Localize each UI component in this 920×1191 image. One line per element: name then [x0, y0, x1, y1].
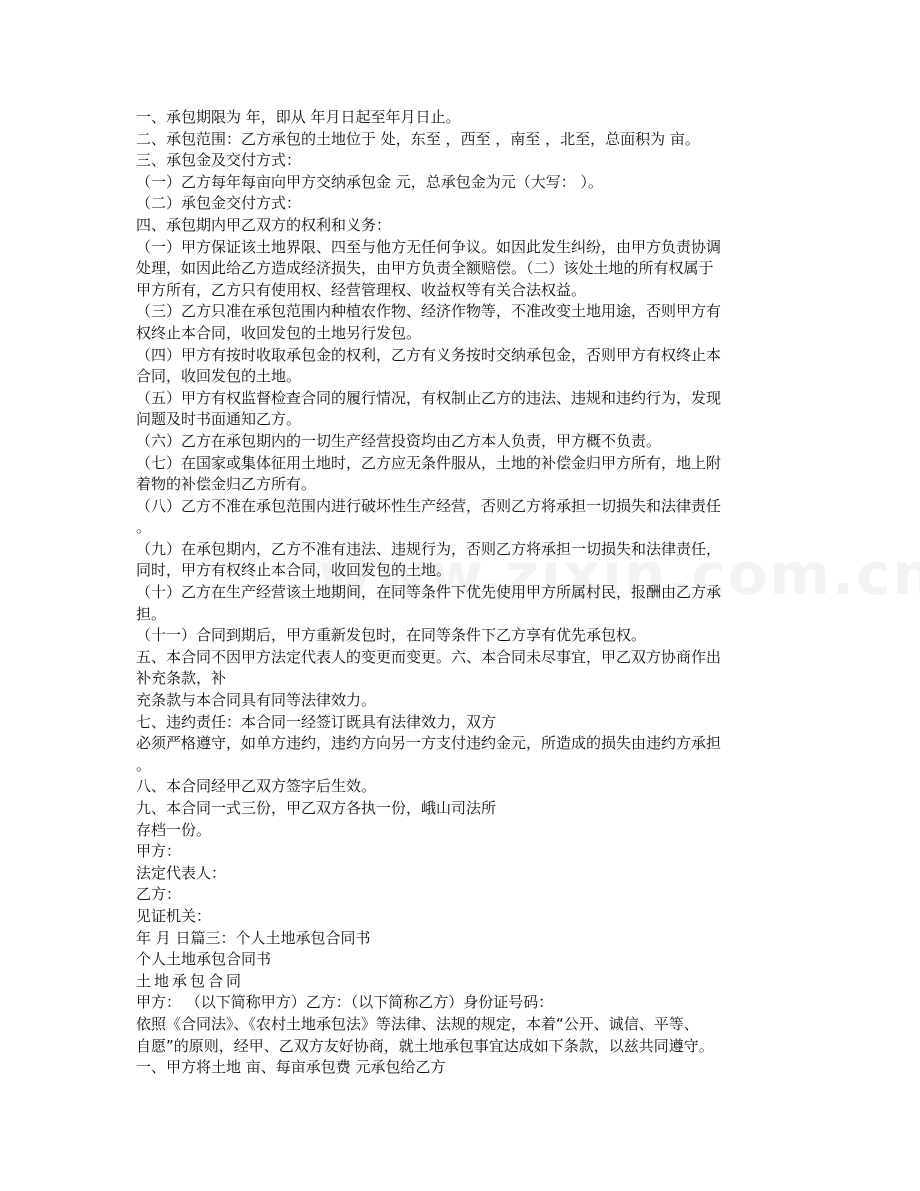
text-line: 二、承包范围：乙方承包的土地位于 处，东至 ，西至 ，南至 ，北至，总面积为 亩。	[136, 129, 700, 148]
text-line: （七）在国家或集体征用土地时，乙方应无条件服从，土地的补偿金归甲方所有，地上附	[136, 453, 722, 472]
text-line: （六）乙方在承包期内的一切生产经营投资均由乙方本人负责，甲方概不负责。	[136, 431, 662, 450]
text-line: 。	[136, 518, 152, 537]
text-line: 担。	[136, 604, 167, 623]
text-line: （八）乙方不准在承包范围内进行破坏性生产经营，否则乙方将承担一切损失和法律责任	[136, 496, 722, 515]
text-line: 甲方所有，乙方只有使用权、经营管理权、收益权等有关合法权益。	[136, 280, 587, 299]
text-line: 九、本合同一式三份，甲乙双方各执一份，峨山司法所	[136, 799, 497, 817]
text-line: （四）甲方有按时收取承包金的权利，乙方有义务按时交纳承包金，否则甲方有权终止本	[136, 345, 722, 364]
text-line: 乙方：	[136, 885, 182, 904]
text-line: 问题及时书面通知乙方。	[136, 410, 302, 429]
text-line: （五）甲方有权监督检查合同的履行情况，有权制止乙方的违法、违规和违约行为，发现	[136, 388, 722, 407]
text-line: （三）乙方只准在承包范围内种植农作物、经济作物等，不准改变土地用途，否则甲方有	[136, 302, 722, 321]
text-line: 着物的补偿金归乙方所有。	[136, 475, 317, 494]
text-line: 四、承包期内甲乙双方的权利和义务：	[136, 215, 392, 234]
text-line: （一）乙方每年每亩向甲方交纳承包金 元，总承包金为元（大写： ）。	[136, 172, 604, 191]
text-line: 七、违约责任：本合同一经签订既具有法律效力，双方	[136, 712, 497, 731]
text-line: （一）甲方保证该土地界限、四至与他方无任何争议。如因此发生纠纷，由甲方负责协调	[136, 237, 722, 256]
text-line: 个人土地承包合同书	[136, 950, 272, 969]
text-line: 甲方： （以下简称甲方）乙方：（以下简称乙方）身份证号码：	[136, 993, 554, 1012]
text-line: 甲方：	[136, 842, 182, 861]
text-line: 权终止本合同，收回发包的土地另行发包。	[136, 323, 422, 342]
text-line: 存档一份。	[136, 820, 212, 839]
text-line: 三、承包金及交付方式：	[136, 151, 302, 170]
text-line: 法定代表人：	[136, 863, 227, 882]
text-line: 充条款与本合同具有同等法律效力。	[136, 691, 377, 710]
text-line: 土地承包合同	[136, 971, 245, 990]
text-line: 年 月 日篇三：个人土地承包合同书	[136, 928, 371, 947]
text-line: 处理，如因此给乙方造成经济损失，由甲方负责全额赔偿。（二）该处土地的所有权属于	[136, 259, 714, 278]
text-line: （九）在承包期内，乙方不准有违法、违规行为，否则乙方将承担一切损失和法律责任，	[136, 539, 722, 558]
text-line: 八、本合同经甲乙双方签字后生效。	[136, 777, 377, 796]
text-line: 补充条款，补	[136, 669, 227, 688]
text-line: （十一）合同到期后，甲方重新发包时，在同等条件下乙方享有优先承包权。	[136, 626, 647, 645]
text-line: （十）乙方在生产经营该土地期间，在同等条件下优先使用甲方所属村民，报酬由乙方承	[136, 583, 722, 602]
text-line: 五、本合同不因甲方法定代表人的变更而变更。六、本合同未尽事宜，甲乙双方协商作出	[136, 647, 722, 666]
text-line: 依照《合同法》、《农村土地承包法》等法律、法规的规定，本着“公开、诚信、平等、	[136, 1014, 699, 1033]
text-line: 一、甲方将土地 亩、每亩承包费 元承包给乙方	[136, 1058, 446, 1077]
text-line: 见证机关：	[136, 906, 212, 925]
text-line: 同时，甲方有权终止本合同，收回发包的土地。	[136, 561, 452, 580]
text-line: 自愿”的原则，经甲、乙双方友好协商，就土地承包事宜达成如下条款，以兹共同遵守。	[136, 1036, 714, 1055]
text-line: 合同，收回发包的土地。	[136, 367, 302, 386]
text-line: 。	[136, 755, 152, 774]
text-line: 必须严格遵守，如单方违约，违约方向另一方支付违约金元，所造成的损失由违约方承担	[136, 734, 722, 753]
text-line: 一、承包期限为 年，即从 年月日起至年月日止。	[136, 108, 461, 126]
document-body	[136, 107, 786, 1079]
text-line: （二）承包金交付方式：	[136, 194, 302, 213]
